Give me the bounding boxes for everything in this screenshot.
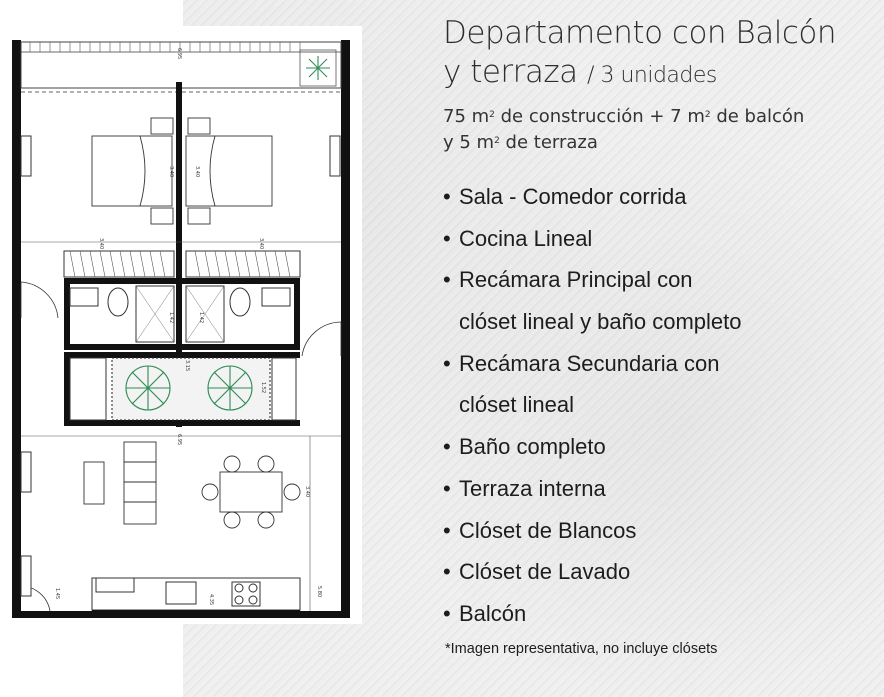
feature-item: [443, 593, 873, 635]
feature-item: [443, 510, 873, 552]
window-left-top: [21, 136, 31, 176]
bullet: •: [443, 350, 451, 376]
feature-label: Baño completo: [459, 434, 606, 460]
dim-label: 1.52: [260, 382, 266, 394]
area-text: de terraza: [499, 132, 598, 153]
feature-item: [443, 426, 873, 468]
area-summary: [443, 104, 863, 156]
bullet: •: [443, 184, 451, 209]
feature-item: [443, 259, 873, 301]
feature-item: [443, 343, 873, 385]
disclaimer-note: *Imagen representativa, no incluye clósets: [445, 641, 718, 657]
dim-label: 6.95: [176, 434, 182, 446]
feature-label: Terraza interna: [459, 475, 606, 501]
feature-label: Clóset de Blancos: [459, 517, 637, 543]
dim-label: 1.42: [168, 312, 174, 324]
area-text: 75 m: [443, 106, 490, 127]
dim-label: 3.40: [304, 486, 310, 498]
floor-plan: [0, 26, 362, 624]
kitchen: [92, 578, 300, 616]
window-right-top: [330, 136, 340, 176]
dim-label: 3.40: [194, 166, 200, 178]
dim-label: 3.40: [168, 166, 174, 178]
dim-label: 4.35: [208, 594, 214, 606]
bed-left: [92, 118, 173, 224]
bullet: •: [443, 600, 451, 626]
page-title: [443, 14, 873, 95]
dim-label: 6.95: [176, 48, 182, 60]
dim-label: 3.40: [98, 238, 104, 250]
area-superscript: 2: [494, 136, 500, 146]
window-left-bottom: [21, 452, 31, 492]
title-line-2: [443, 53, 873, 95]
feature-item: [443, 551, 873, 593]
area-line-2: [443, 130, 863, 156]
bullet: •: [443, 559, 451, 585]
feature-label: Cocina Lineal: [459, 225, 593, 251]
bullet: •: [443, 434, 451, 460]
area-text: y 5 m: [443, 132, 495, 153]
bullet: •: [443, 517, 451, 543]
dim-label: 5.80: [316, 586, 322, 598]
wall-left: [12, 40, 21, 618]
feature-item-continuation: [443, 301, 873, 343]
feature-label: clóset lineal: [459, 392, 574, 418]
bullet: •: [443, 267, 451, 293]
bullet: •: [443, 225, 451, 251]
feature-label: clóset lineal y baño completo: [459, 309, 742, 335]
feature-label: Balcón: [459, 600, 527, 626]
area-superscript: 2: [704, 110, 711, 120]
window-left-lower: [21, 556, 31, 596]
floor-plan-drawing: [0, 26, 362, 624]
feature-item: [443, 218, 873, 260]
feature-label: Sala - Comedor corrida: [459, 184, 687, 209]
dim-label: 3.40: [258, 238, 264, 250]
area-text: de balcón: [710, 106, 805, 127]
feature-item-continuation: [443, 384, 873, 426]
feature-label: Recámara Principal con: [459, 267, 693, 293]
bullet: •: [443, 475, 451, 501]
title-line-1: Departamento con Balcón: [443, 15, 836, 51]
area-line-1: [443, 104, 863, 130]
area-superscript: 2: [489, 110, 495, 120]
dim-label: 1.45: [54, 588, 60, 600]
feature-item: [443, 176, 873, 218]
features-list: [443, 176, 873, 635]
living-room-furniture: [84, 442, 156, 524]
wall-right: [341, 40, 350, 618]
dining-table: [202, 456, 300, 528]
feature-label: Clóset de Lavado: [459, 559, 631, 585]
area-text: de construcción + 7 m: [494, 106, 705, 127]
title-line-2-text: y terraza: [443, 54, 578, 90]
balcony-plant-icon: [306, 56, 330, 80]
feature-label: Recámara Secundaria con: [459, 350, 720, 376]
dim-label: 1.42: [198, 312, 204, 324]
dim-label: 3.15: [184, 360, 190, 372]
title-units: / 3 unidades: [587, 63, 717, 88]
feature-item: [443, 468, 873, 510]
